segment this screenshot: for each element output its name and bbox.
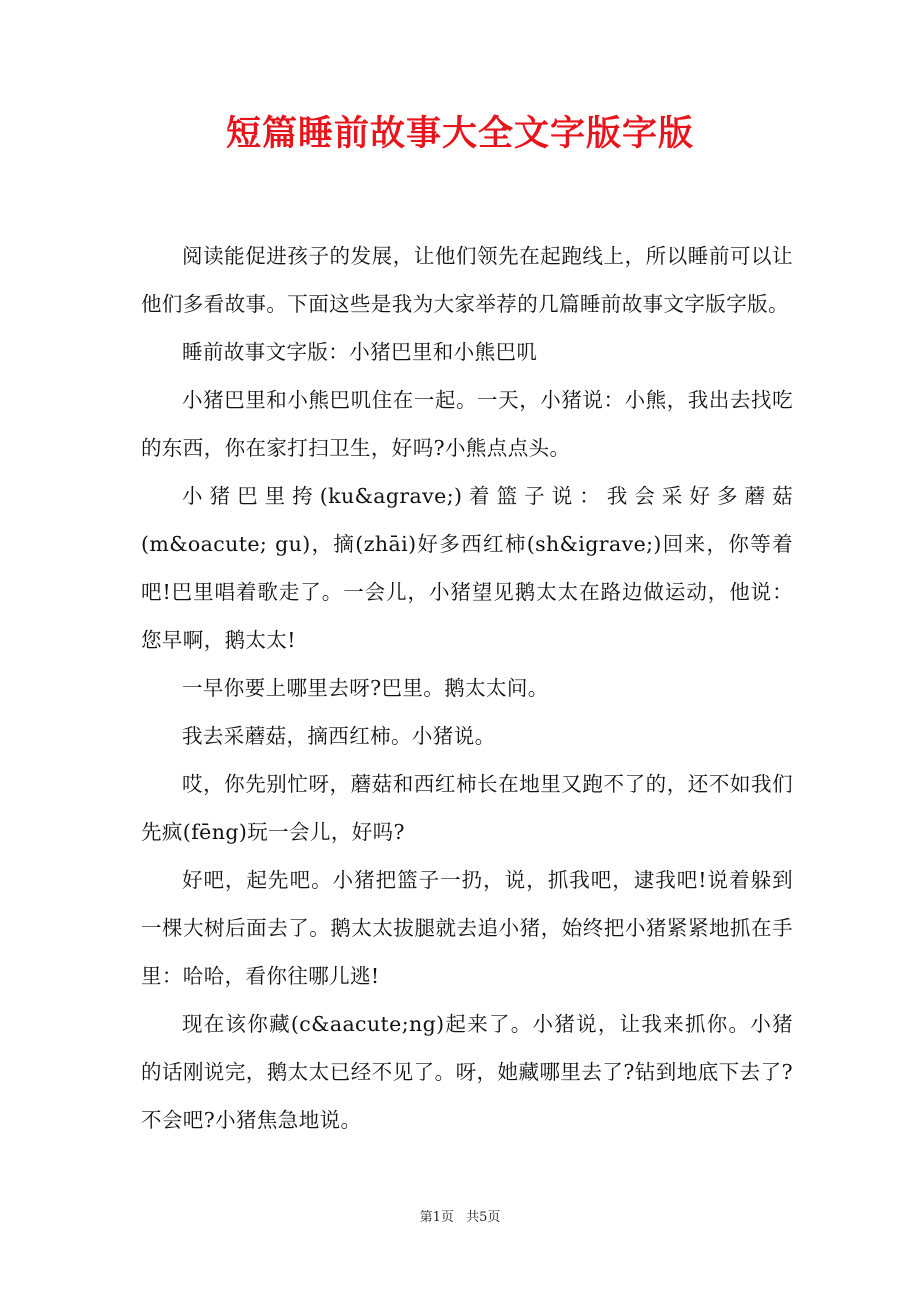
paragraph-story-7: 现在该你藏(c&aacute;ng)起来了。小猪说，让我来抓你。小猪的话刚说完，鹅太太已经不见了。呀，她藏哪里去了?钻到地底下去了?不会吧?小猪焦急地说。 bbox=[141, 1012, 793, 1132]
paragraph-story-3: 一早你要上哪里去呀?巴里。鹅太太问。 bbox=[182, 676, 549, 700]
paragraph-story-2: 小猪巴里挎(ku&agrave;)着篮子说：我会采好多蘑菇(m&oacute; gu)，摘(zhāi)好多西红柿(sh&igrave;)回来，你等着吧!巴里唱着歌走了。一会儿，小猪望见鹅太太在路边做运动，他说：您早啊，鹅太太! bbox=[141, 484, 793, 652]
paragraph-story-6: 好吧，起先吧。小猪把篮子一扔，说，抓我吧，逮我吧!说着躲到一棵大树后面去了。鹅太太拔腿就去追小猪，始终把小猪紧紧地抓在手里：哈哈，看你往哪儿逃! bbox=[141, 868, 793, 988]
page-footer bbox=[0, 1206, 920, 1225]
paragraph-story-4: 我去采蘑菇，摘西红柿。小猪说。 bbox=[182, 724, 496, 748]
document-body bbox=[141, 232, 793, 1144]
paragraph-story-1: 小猪巴里和小熊巴叽住在一起。一天，小猪说：小熊，我出去找吃的东西，你在家打扫卫生，好吗?小熊点点头。 bbox=[141, 388, 793, 460]
paragraph-story-heading: 睡前故事文字版：小猪巴里和小熊巴叽 bbox=[182, 340, 538, 364]
paragraph-intro: 阅读能促进孩子的发展，让他们领先在起跑线上，所以睡前可以让他们多看故事。下面这些是我为大家举荐的几篇睡前故事文字版字版。 bbox=[141, 244, 793, 316]
paragraph-story-5: 哎，你先别忙呀，蘑菇和西红柿长在地里又跑不了的，还不如我们先疯(fēng)玩一会儿，好吗? bbox=[141, 772, 793, 844]
page-total: 共5页 bbox=[466, 1210, 501, 1225]
document-title: 短篇睡前故事大全文字版字版 bbox=[225, 113, 694, 154]
page-number: 第1页 bbox=[419, 1210, 454, 1225]
